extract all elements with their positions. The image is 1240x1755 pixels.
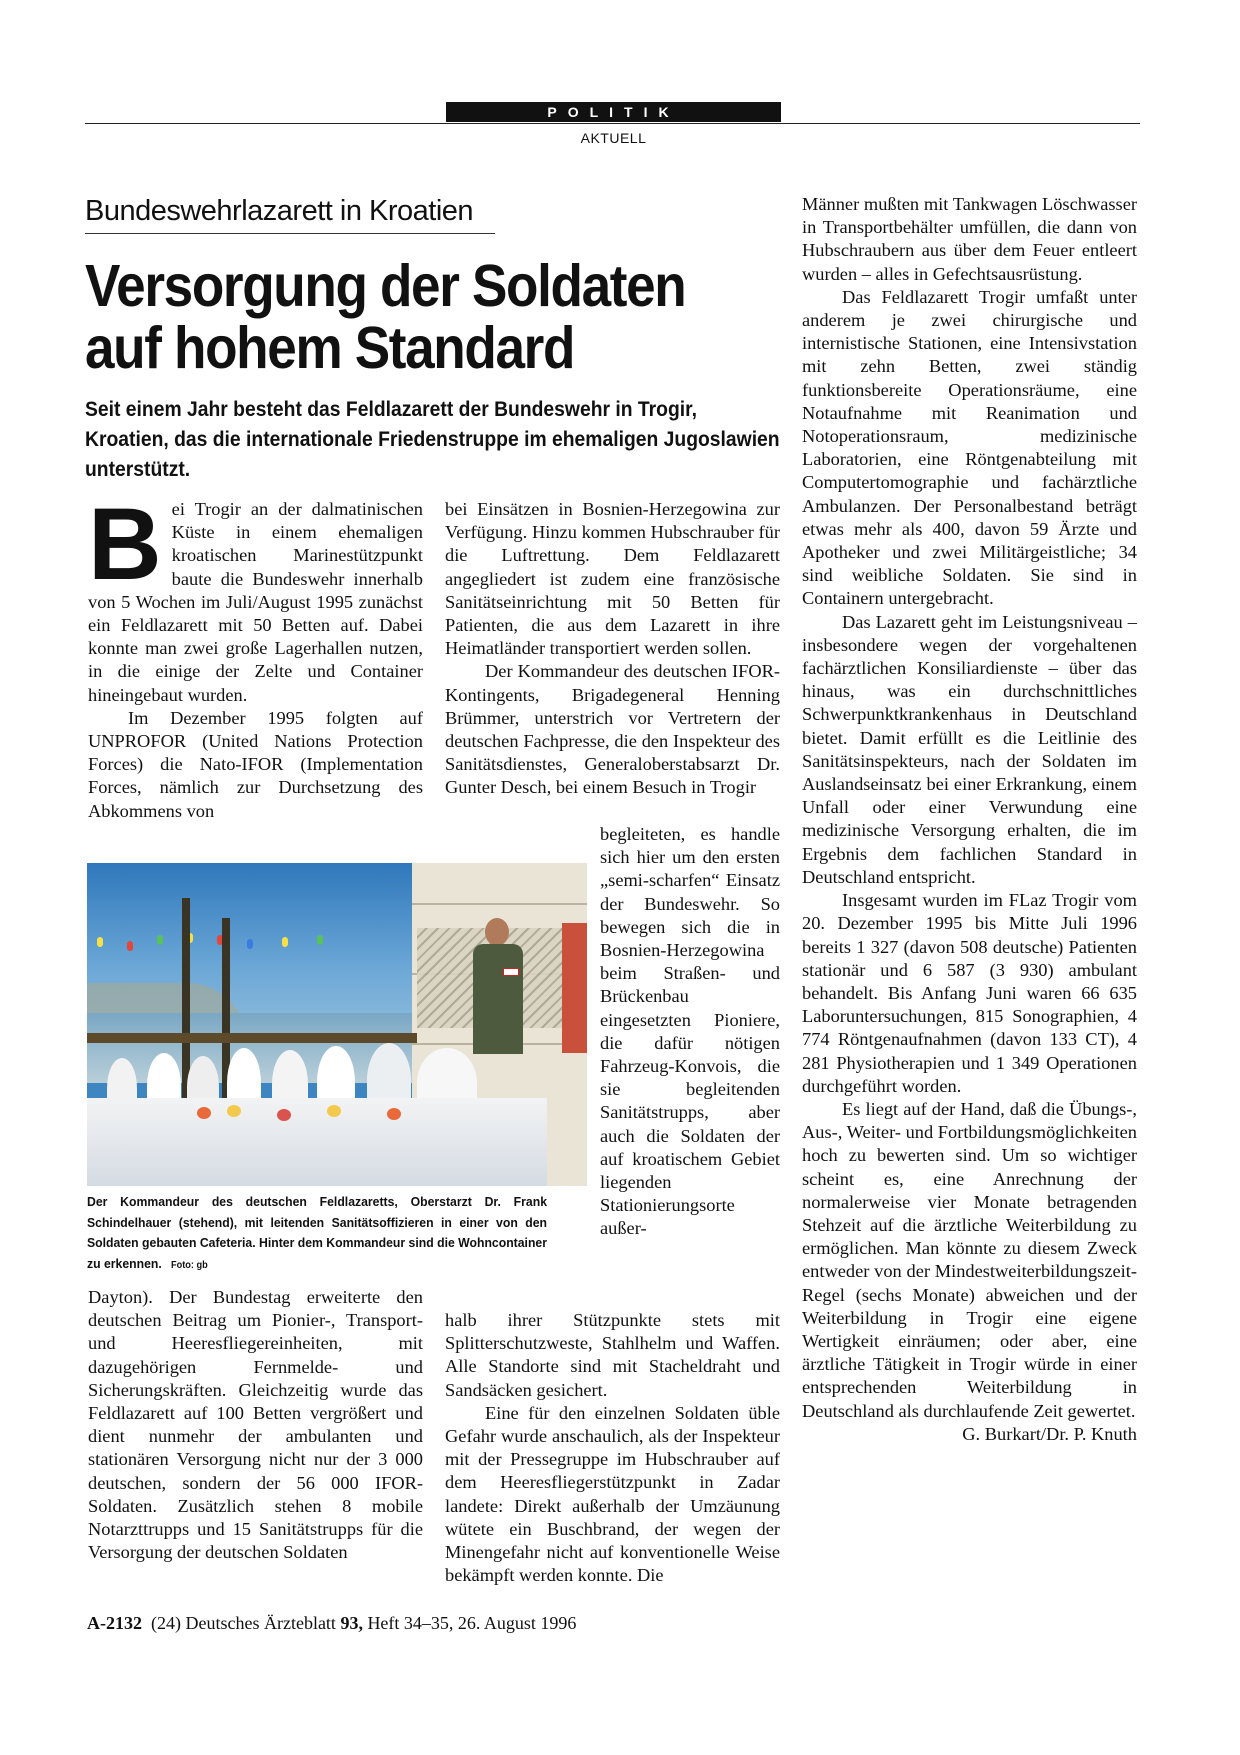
article-headline <box>85 255 733 379</box>
body-paragraph-text: Es liegt auf der Hand, daß die Übungs-, Aus-, Weiter- und Fortbildungsmöglichkeiten hoch zu bewerten sind. Um so wichtiger scheint es, eine Anrechnung der normalerweise vier Monate betragenden Stehzeit auf die ärztliche Weiterbildung zu ermöglichen. Man könnte zu diesem Zweck entweder von der Mindestweiterbildungszeit-Regel (sechs Monate) abweichen und der Weiterbildung in Trogir eine eigene Wertigkeit einräumen; oder aber, eine ärztliche Tätigkeit in Trogir würde in einer entsprechenden Weiterbildung in Deutschland als durchlaufende Zeit gewertet. <box>802 1098 1137 1421</box>
page-footer <box>87 1613 576 1634</box>
drop-cap: B <box>88 487 162 601</box>
body-column-2-top <box>445 498 780 800</box>
footer-source: (24) Deutsches Ärzteblatt <box>151 1613 336 1633</box>
body-paragraph: Das Feldlazarett Trogir umfaßt unter anderem je zwei chirurgische und internistische Stationen, eine Intensivstation mit zehn Betten, zwei ständig funktionsbereite Operationsräume, eine Notaufnahme mit Reanimation und Notoperationsraum, medizinische Laboratorien, eine Röntgenabteilung mit Computertomographie und fachärztliche Ambulanzen. Der Personalbestand beträgt etwas mehr als 400, davon 59 Ärzte und Apotheker und zwei Militärgeistliche; 34 sind weibliche Soldaten. Sie sind in Containern untergebracht. <box>802 286 1137 609</box>
body-column-1-bottom <box>88 1286 423 1564</box>
body-paragraph: begleiteten, es handle sich hier um den ersten „semi-scharfen“ Einsatz der Bundeswehr. So bewegen sich die in Bosnien-Herzegowina beim Straßen- und Brückenbau eingesetzten Pioniere, die dafür nötigen Fahrzeug-Konvois, die sie begleitenden Sanitätstrupps, aber auch die Soldaten der auf kroatischem Gebiet liegenden Stationierungsorte außer- <box>600 824 780 1239</box>
body-paragraph: Dayton). Der Bundestag erweiterte den deutschen Beitrag um Pionier-, Transport- und Heeresfliegereinheiten, mit dazugehörigen Fernmelde- und Sicherungskräften. Gleichzeitig wurde das Feldlazarett auf 100 Betten vergrößert und dient nunmehr der ambulanten und stationären Versorgung nicht nur der 3 000 deutschen, sondern der 56 000 IFOR-Soldaten. Zusätzlich stehen 8 mobile Notarzttrupps und 15 Sanitätstrupps für die Versorgung der deutschen Soldaten <box>88 1287 423 1563</box>
body-column-3 <box>802 193 1137 1446</box>
author-byline: G. Burkart/Dr. P. Knuth <box>962 1423 1137 1444</box>
article-deck: Seit einem Jahr besteht das Feldlazarett der Bundeswehr in Trogir, Kroatien, das die internationale Friedenstruppe im ehemaligen Jugoslawien unterstützt. <box>85 398 780 481</box>
body-column-1-top <box>88 487 423 823</box>
page-code: A-2132 <box>87 1613 142 1633</box>
body-paragraph: Im Dezember 1995 folgten auf UNPROFOR (United Nations Protection Forces) die Nato-IFOR (Implementation Forces, nämlich zur Durchsetzung des Abkommens von <box>88 707 423 821</box>
article-kicker: Bundeswehrlazarett in Kroatien <box>85 195 495 234</box>
subsection-label: AKTUELL <box>580 130 647 146</box>
body-paragraph: Eine für den einzelnen Soldaten üble Gefahr wurde anschaulich, als der Inspekteur mit der Pressegruppe im Hubschrauber auf dem Heeresfliegerstützpunkt in Zadar landete: Direkt außerhalb der Umzäunung wütete ein Buschbrand, der wegen der Minengefahr nicht auf konventionelle Weise bekämpft werden konnte. Die <box>445 1402 780 1586</box>
body-column-2-narrow <box>600 823 780 1241</box>
headline-line-2: auf hohem Standard <box>85 315 575 381</box>
headline-line-1: Versorgung der Soldaten <box>85 253 686 319</box>
footer-issue: Heft 34–35, 26. August 1996 <box>367 1613 577 1633</box>
photo-caption-text: Der Kommandeur des deutschen Feldlazaretts, Oberstarzt Dr. Frank Schindelhauer (stehend), mit leitenden Sanitätsoffizieren in einer von den Soldaten gebauten Cafeteria. Hinter dem Kommandeur sind die Wohncontainer zu erkennen. <box>87 1194 547 1271</box>
body-paragraph <box>802 1098 1137 1444</box>
photo-flowers <box>187 1103 447 1123</box>
photo-standing-commander <box>467 918 529 1088</box>
photo-credit: Foto: gb <box>170 1259 208 1271</box>
body-paragraph: Männer mußten mit Tankwagen Löschwasser in Transportbehälter umfüllen, die dann von Hubschraubern aus über dem Feuer entleert wurden – alles in Gefechtsausrüstung. <box>802 194 1137 284</box>
section-label: POLITIK <box>446 102 781 122</box>
body-paragraph: Der Kommandeur des deutschen IFOR-Kontingents, Brigadegeneral Henning Brümmer, unterstrich vor Vertretern der deutschen Fachpresse, die den Inspekteur des Sanitätsdienstes, Generaloberstabsarzt Dr. Gunter Desch, bei einem Besuch in Trogir <box>445 661 780 798</box>
body-paragraph: Insgesamt wurden im FLaz Trogir vom 20. Dezember 1995 bis Mitte Juli 1996 bereits 1 327 (davon 508 deutsche) Patienten stationär und 6 587 (3 930) ambulant behandelt. Bis Anfang Juni waren 66 635 Laboruntersuchungen, 815 Sonographien, 4 774 Röntgenaufnahmen (davon 133 CT), 4 281 Physiotherapien und 1 349 Operationen durchgeführt worden. <box>802 890 1137 1096</box>
footer-volume: 93, <box>340 1613 363 1633</box>
photo-red-banner <box>562 923 587 1053</box>
body-paragraph: bei Einsätzen in Bosnien-Herzegowina zur Verfügung. Hinzu kommen Hubschrauber für die Luftrettung. Dem Feldlazarett angegliedert ist zudem eine französische Sanitätseinrichtung mit 50 Betten für Patienten, die aus dem Lazarett in ihre Heimatländer transportiert werden sollen. <box>445 499 780 659</box>
header-rule <box>85 123 1140 124</box>
body-paragraph: ei Trogir an der dalmatinischen Küste in einem ehemaligen kroatischen Marinestützpunkt baute die Bundeswehr innerhalb von 5 Wochen im Juli/August 1995 zunächst ein Feldlazarett mit 50 Betten auf. Dabei konnte man zwei große Lagerhallen nutzen, in die einige der Zelte und Container hineingebaut wurden. <box>88 499 423 705</box>
body-column-2-bottom <box>445 1309 780 1587</box>
photo-string-lights <box>87 931 337 951</box>
article-photo <box>87 863 587 1186</box>
body-paragraph: halb ihrer Stützpunkte stets mit Splitterschutzweste, Stahlhelm und Waffen. Alle Standorte sind mit Stacheldraht und Sandsäcken gesichert. <box>445 1310 780 1400</box>
photo-caption <box>87 1192 547 1276</box>
body-paragraph: Das Lazarett geht im Leistungsniveau – insbesondere wegen der vorgehaltenen fachärztlichen Konsiliardienste – über das hinaus, was ein durchschnittliches Schwerpunktkrankenhaus in Deutschland bietet. Damit erfüllt es die Leitlinie des Sanitätsinspekteurs, nach der Soldaten im Auslandseinsatz bei einer Erkrankung, einem Unfall oder einer Verwundung eine medizinische Versorgung erhalten, die im Ergebnis dem fachlichen Standard in Deutschland entspricht. <box>802 611 1137 887</box>
